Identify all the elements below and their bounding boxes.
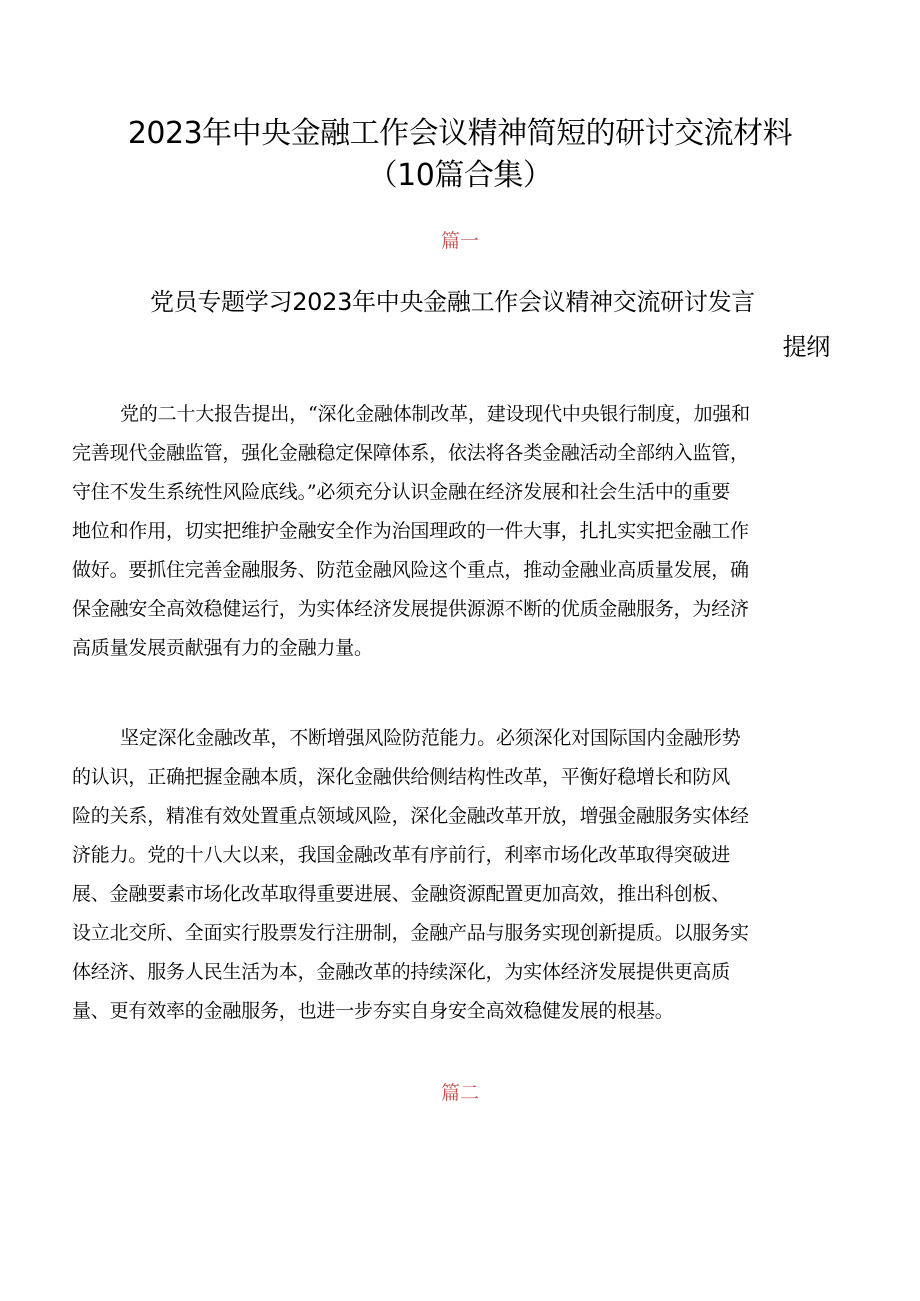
paragraph-line: 做好。要抓住完善金融服务、防范金融风险这个重点，推动金融业高质量发展，确	[72, 559, 749, 581]
body-paragraph-2	[72, 719, 862, 1031]
paragraph-line: 完善现代金融监管，强化金融稳定保障体系，依法将各类金融活动全部纳入监管，	[72, 442, 749, 464]
document-title-line2: （10篇合集）	[367, 158, 553, 193]
body-paragraph-1	[72, 395, 862, 668]
paragraph-line: 体经济、服务人民生活为本，金融改革的持续深化，为实体经济发展提供更高质	[72, 961, 731, 983]
paragraph-line: 量、更有效率的金融服务，也进一步夯实自身安全高效稳健发展的根基。	[72, 1000, 674, 1022]
paragraph-line: 高质量发展贡献强有力的金融力量。	[72, 637, 373, 659]
section-marker-1: 篇一	[440, 230, 479, 252]
section-heading-line2: 提纲	[782, 333, 830, 361]
paragraph-line: 济能力。党的十八大以来，我国金融改革有序前行，利率市场化改革取得突破进	[72, 844, 731, 866]
paragraph-line: 的认识，正确把握金融本质，深化金融供给侧结构性改革，平衡好稳增长和防风	[72, 766, 731, 788]
paragraph-line: 展、金融要素市场化改革取得重要进展、金融资源配置更加高效，推出科创板、	[72, 883, 731, 905]
paragraph-line: 险的关系，精准有效处置重点领域风险，深化金融改革开放，增强金融服务实体经	[72, 805, 749, 827]
paragraph-line: 党的二十大报告提出，“深化金融体制改革，建设现代中央银行制度，加强和	[120, 403, 750, 425]
paragraph-line: 设立北交所、全面实行股票发行注册制，金融产品与服务实现创新提质。以服务实	[72, 922, 749, 944]
paragraph-line: 守住不发生系统性风险底线。”必须充分认识金融在经济发展和社会生活中的重要	[72, 481, 731, 503]
paragraph-line: 坚定深化金融改革，不断增强风险防范能力。必须深化对国际国内金融形势	[120, 727, 741, 749]
document-title-line1: 2023年中央金融工作会议精神简短的研讨交流材料	[127, 116, 793, 151]
section-heading-line1: 党员专题学习2023年中央金融工作会议精神交流研讨发言	[150, 288, 755, 316]
section-marker-2: 篇二	[440, 1082, 479, 1104]
paragraph-line: 保金融安全高效稳健运行，为实体经济发展提供源源不断的优质金融服务，为经济	[72, 598, 749, 620]
paragraph-line: 地位和作用，切实把维护金融安全作为治国理政的一件大事，扎扎实实把金融工作	[72, 520, 749, 542]
